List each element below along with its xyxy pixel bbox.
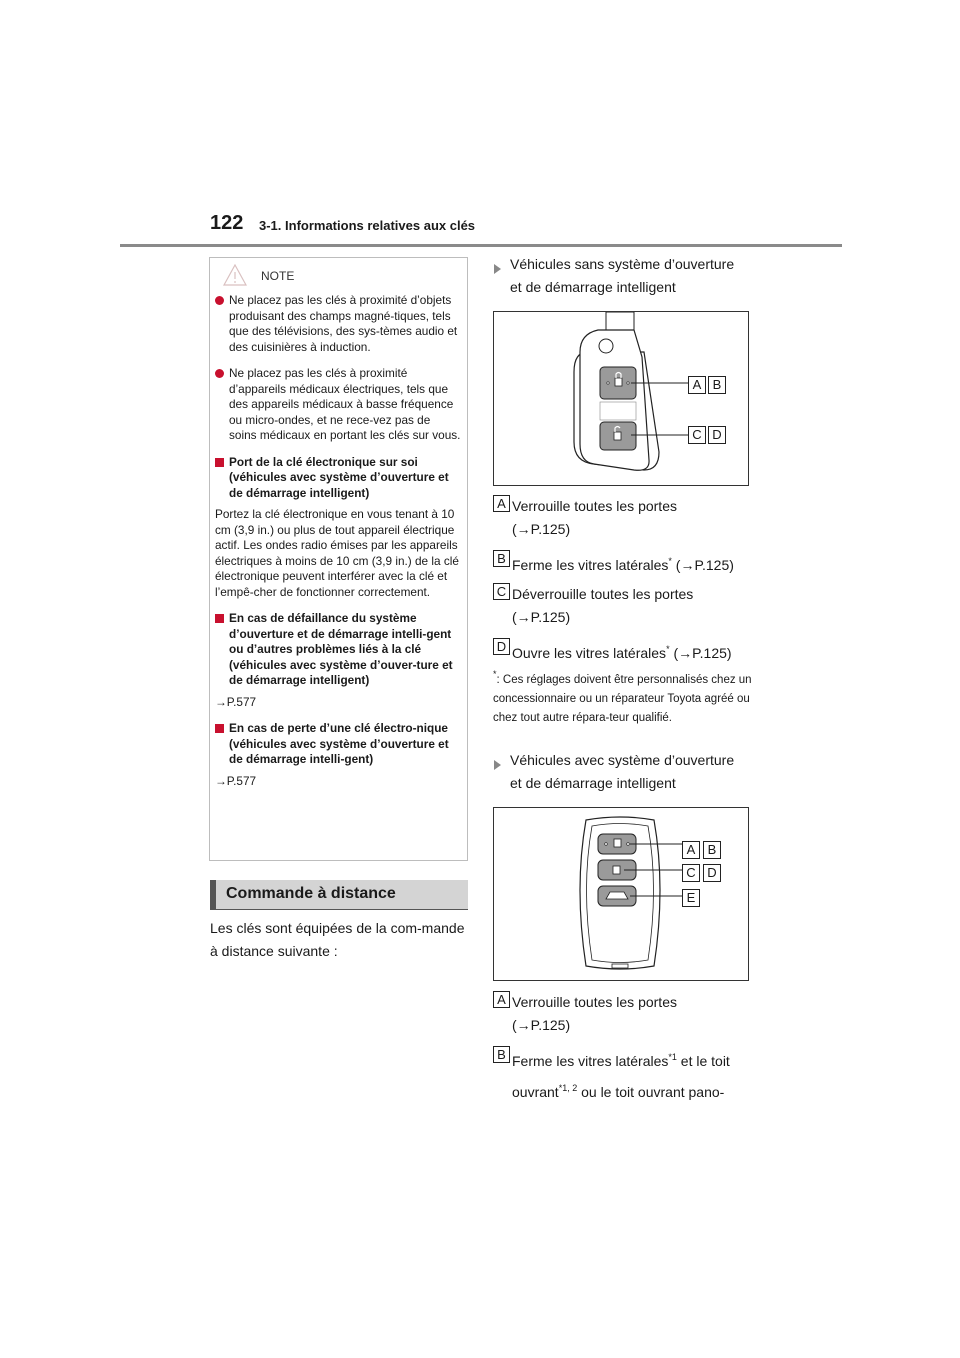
subheading (510, 253, 734, 298)
note-label: NOTE (261, 269, 295, 283)
item-line: Ferme les vitres latérales (512, 557, 669, 573)
item-line: Ferme les vitres latérales (512, 1053, 669, 1069)
subheading-line: et de démarrage intelligent (510, 774, 676, 791)
item-line: Verrouille toutes les portes (512, 994, 677, 1010)
item-ref: (→P.125) (673, 645, 732, 661)
header-rule (120, 244, 842, 247)
subheading-line: et de démarrage intelligent (510, 278, 676, 295)
item-ref: (→P.125) (675, 557, 734, 573)
note-bullet-text: Ne placez pas les clés à proximité d’objets produisant des champs magné-tiques, tels que des télévisions, des sys-tèmes audio et des cuisinières à induction. (229, 293, 458, 354)
note-bullet-text: Ne placez pas les clés à proximité d’appareils médicaux électriques, tels que des appareils médicaux à basse fréquence ou micro-ondes, et ne rece-vez pas de soins médicaux en portant les clés sur vous. (229, 366, 461, 442)
triangle-bullet-icon (494, 264, 501, 274)
item-line: et le toit (676, 1053, 730, 1069)
subheading (510, 749, 734, 794)
item-text (512, 991, 677, 1036)
figure-label: D (703, 864, 721, 882)
footnote-text: : Ces réglages doivent être personnalisés chez un concessionnaire ou un réparateur Toyota agréé ou chez tout autre répara-teur qualifié. (493, 674, 752, 724)
figure-label: A (682, 841, 700, 859)
bullet-square-icon (215, 458, 224, 467)
item-line: ou le toit ouvrant pano- (577, 1083, 725, 1100)
item-letter: A (493, 991, 510, 1008)
figure-label: A (688, 376, 706, 394)
footnote-mark: * (668, 556, 672, 566)
item-text (512, 550, 734, 577)
figure-label: B (708, 376, 726, 394)
item-ref: (→P.125) (512, 608, 571, 625)
note-subheading (215, 455, 461, 502)
item-text (512, 583, 693, 628)
item-letter: B (493, 550, 510, 567)
item-text (512, 638, 732, 665)
item-line: ouvrant (512, 1083, 559, 1100)
page-reference: →P.577 (215, 694, 257, 709)
footnote-mark: * (666, 644, 670, 654)
footnote-mark: *1 (668, 1052, 677, 1062)
figure-label: C (688, 426, 706, 444)
note-paragraph: Portez la clé électronique en vous tenant à 10 cm (3,9 in.) ou plus de tout appareil électrique actif. Les ondes radio émises par les appareils électriques à moins de 10 cm (3,9 in.) de la clé électronique peuvent interférer avec la clé et l’empê-cher de fonctionner correctement. (215, 507, 459, 599)
section-heading (210, 880, 468, 910)
item-letter: C (493, 583, 510, 600)
note-bullet (215, 293, 461, 355)
item-text (512, 1046, 730, 1103)
page-reference: →P.577 (215, 773, 257, 788)
note-body (215, 293, 461, 800)
figure-label: B (703, 841, 721, 859)
note-subheading (215, 611, 461, 689)
bullet-dot-icon (215, 296, 224, 305)
subheading-line: Véhicules sans système d’ouverture (510, 256, 735, 272)
item-line: Ouvre les vitres latérales (512, 645, 667, 661)
page-number: 122 (210, 212, 244, 234)
intro-paragraph: Les clés sont équipées de la com-mande à distance suivante : (210, 920, 465, 959)
key-figure-1 (493, 311, 749, 486)
figure-label: C (682, 864, 700, 882)
note-subheading (215, 721, 461, 768)
item-letter: B (493, 1046, 510, 1063)
note-bullet (215, 366, 461, 444)
bullet-dot-icon (215, 369, 224, 378)
footnote-mark: * (493, 669, 497, 679)
note-subheading-text: En cas de perte d’une clé électro-nique (véhicules avec système d’ouverture et de démarrage intelli-gent) (229, 721, 449, 766)
figure-label: D (708, 426, 726, 444)
item-text (512, 495, 677, 540)
item-ref: (→P.125) (512, 1016, 571, 1033)
footnote (493, 665, 753, 728)
subheading-line: Véhicules avec système d’ouverture (510, 752, 735, 768)
note-box (209, 257, 468, 861)
smart-key-illustration (494, 808, 748, 980)
bullet-square-icon (215, 724, 224, 733)
note-header (210, 264, 467, 288)
item-line: Verrouille toutes les portes (512, 498, 677, 514)
item-letter: A (493, 495, 510, 512)
section-title: 3-1. Informations relatives aux clés (259, 218, 476, 233)
figure-label: E (682, 889, 700, 907)
warning-triangle-icon (223, 264, 247, 286)
item-line: Déverrouille toutes les portes (512, 586, 694, 602)
footnote-mark: *1, 2 (558, 1082, 578, 1093)
triangle-bullet-icon (494, 760, 501, 770)
item-letter: D (493, 638, 510, 655)
section-heading-text: Commande à distance (226, 885, 396, 902)
key-figure-2 (493, 807, 749, 981)
bullet-square-icon (215, 614, 224, 623)
item-ref: (→P.125) (512, 520, 571, 537)
note-subheading-text: Port de la clé électronique sur soi (véhicules avec système d’ouverture et de démarrage intelligent) (229, 454, 449, 500)
flip-key-illustration (494, 312, 748, 485)
note-subheading-text: En cas de défaillance du système d’ouverture et de démarrage intelli-gent ou d’autres problèmes liés à la clé (véhicules avec système d’ouver-ture et de démarrage intelligent) (229, 611, 453, 687)
